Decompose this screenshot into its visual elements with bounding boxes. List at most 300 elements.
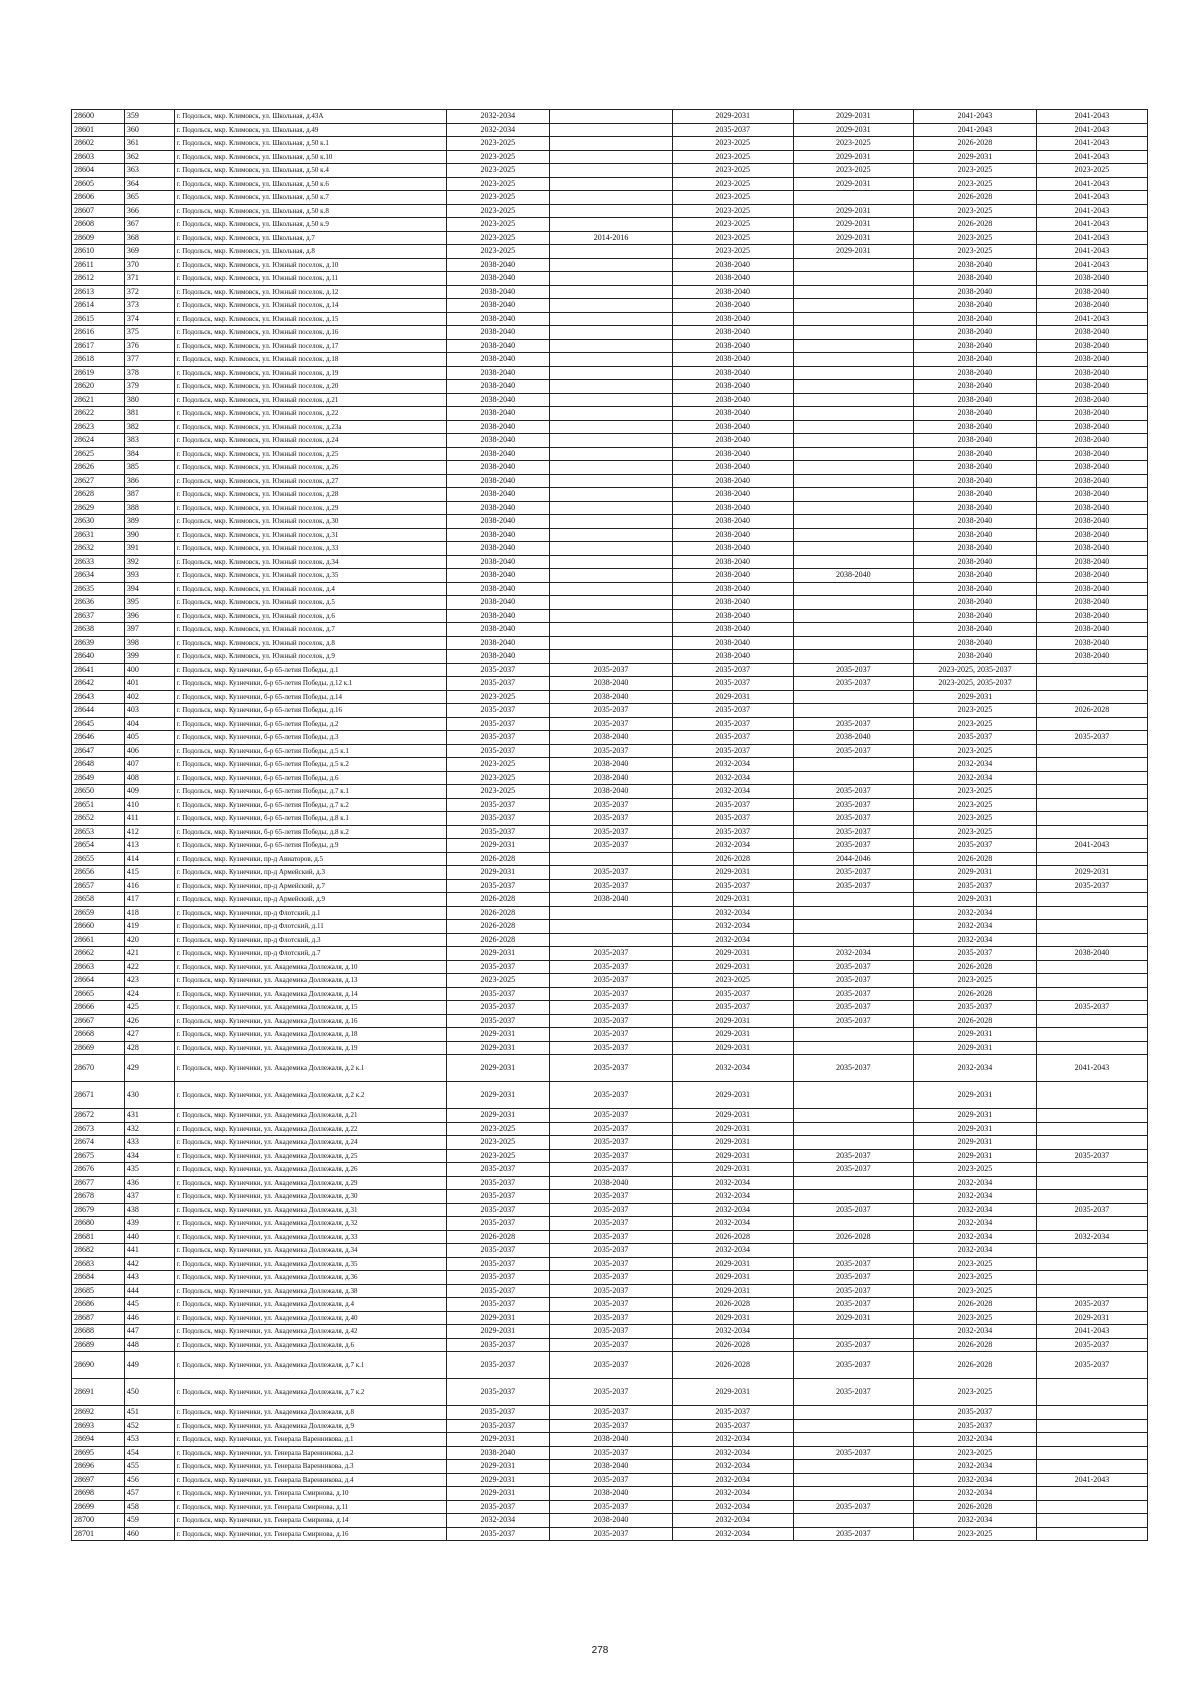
period-cell-4: [793, 312, 914, 326]
period-cell-5: 2035-2037: [914, 879, 1037, 893]
period-cell-5: 2035-2037: [914, 1419, 1037, 1433]
item-number-cell: 410: [124, 798, 174, 812]
period-cell-3: 2032-2034: [672, 1487, 793, 1501]
period-cell-6: [1036, 893, 1147, 907]
address-cell: г. Подольск, мкр. Климовск, ул. Южный поселок, д.29: [174, 501, 446, 515]
period-cell-3: 2038-2040: [672, 569, 793, 583]
item-number-cell: 450: [124, 1379, 174, 1406]
period-cell-5: 2035-2037: [914, 947, 1037, 961]
table-row: [72, 663, 1148, 677]
address-cell: г. Подольск, мкр. Кузнечики, б-р 65-летия Победы, д.5 к.2: [174, 758, 446, 772]
address-cell: г. Подольск, мкр. Кузнечики, б-р 65-летия Победы, д.14: [174, 690, 446, 704]
period-cell-4: [793, 1217, 914, 1231]
period-cell-4: 2035-2037: [793, 1163, 914, 1177]
item-number-cell: 443: [124, 1271, 174, 1285]
period-cell-5: 2038-2040: [914, 285, 1037, 299]
period-cell-2: [550, 137, 673, 151]
period-cell-1: 2032-2034: [446, 1514, 550, 1528]
period-cell-5: 2023-2025: [914, 785, 1037, 799]
address-cell: г. Подольск, мкр. Климовск, ул. Южный поселок, д.28: [174, 488, 446, 502]
row-number-cell: 28683: [72, 1257, 125, 1271]
period-cell-4: [793, 326, 914, 340]
period-cell-2: [550, 110, 673, 124]
period-cell-1: 2032-2034: [446, 110, 550, 124]
address-cell: г. Подольск, мкр. Климовск, ул. Южный поселок, д.25: [174, 447, 446, 461]
period-cell-4: 2035-2037: [793, 717, 914, 731]
period-cell-4: 2035-2037: [793, 1014, 914, 1028]
period-cell-4: [793, 501, 914, 515]
period-cell-1: 2038-2040: [446, 555, 550, 569]
row-number-cell: 28619: [72, 366, 125, 380]
period-cell-2: [550, 933, 673, 947]
period-cell-5: 2032-2034: [914, 933, 1037, 947]
period-cell-3: 2038-2040: [672, 609, 793, 623]
period-cell-6: [1036, 785, 1147, 799]
period-cell-6: [1036, 1082, 1147, 1109]
period-cell-3: 2038-2040: [672, 326, 793, 340]
period-cell-5: 2023-2025: [914, 1527, 1037, 1541]
period-cell-1: 2023-2025: [446, 1149, 550, 1163]
row-number-cell: 28667: [72, 1014, 125, 1028]
period-cell-1: 2029-2031: [446, 839, 550, 853]
period-cell-5: 2032-2034: [914, 1230, 1037, 1244]
item-number-cell: 449: [124, 1352, 174, 1379]
period-cell-2: 2035-2037: [550, 1217, 673, 1231]
period-cell-6: [1036, 1514, 1147, 1528]
period-cell-3: 2032-2034: [672, 933, 793, 947]
address-cell: г. Подольск, мкр. Кузнечики, пр-д Армейский, д.3: [174, 866, 446, 880]
row-number-cell: 28653: [72, 825, 125, 839]
period-cell-5: 2023-2025: [914, 717, 1037, 731]
table-row: [72, 1041, 1148, 1055]
period-cell-1: 2035-2037: [446, 1176, 550, 1190]
row-number-cell: 28691: [72, 1379, 125, 1406]
period-cell-5: 2023-2025: [914, 231, 1037, 245]
period-cell-5: 2023-2025: [914, 204, 1037, 218]
period-cell-2: 2035-2037: [550, 1055, 673, 1082]
period-cell-2: [550, 245, 673, 259]
period-cell-1: 2035-2037: [446, 1338, 550, 1352]
period-cell-4: 2029-2031: [793, 150, 914, 164]
period-cell-4: 2029-2031: [793, 123, 914, 137]
row-number-cell: 28639: [72, 636, 125, 650]
period-cell-2: 2035-2037: [550, 798, 673, 812]
address-cell: г. Подольск, мкр. Кузнечики, ул. Академика Доллежаля, д.13: [174, 974, 446, 988]
period-cell-4: [793, 407, 914, 421]
item-number-cell: 435: [124, 1163, 174, 1177]
row-number-cell: 28677: [72, 1176, 125, 1190]
period-cell-5: 2032-2034: [914, 1487, 1037, 1501]
row-number-cell: 28660: [72, 920, 125, 934]
period-cell-2: 2035-2037: [550, 1082, 673, 1109]
period-cell-5: 2029-2031: [914, 1082, 1037, 1109]
period-cell-4: 2035-2037: [793, 677, 914, 691]
period-cell-3: 2029-2031: [672, 1163, 793, 1177]
address-cell: г. Подольск, мкр. Кузнечики, ул. Академика Доллежаля, д.21: [174, 1109, 446, 1123]
item-number-cell: 422: [124, 960, 174, 974]
period-cell-6: 2041-2043: [1036, 312, 1147, 326]
period-cell-1: 2023-2025: [446, 204, 550, 218]
period-cell-4: [793, 555, 914, 569]
table-row: [72, 1163, 1148, 1177]
period-cell-1: 2035-2037: [446, 677, 550, 691]
period-cell-2: 2038-2040: [550, 758, 673, 772]
period-cell-3: 2032-2034: [672, 1190, 793, 1204]
period-cell-4: [793, 650, 914, 664]
item-number-cell: 442: [124, 1257, 174, 1271]
item-number-cell: 368: [124, 231, 174, 245]
period-cell-2: [550, 623, 673, 637]
period-cell-4: [793, 380, 914, 394]
row-number-cell: 28679: [72, 1203, 125, 1217]
address-cell: г. Подольск, мкр. Кузнечики, ул. Академика Доллежаля, д.32: [174, 1217, 446, 1231]
table-row: [72, 528, 1148, 542]
item-number-cell: 365: [124, 191, 174, 205]
period-cell-4: 2035-2037: [793, 744, 914, 758]
period-cell-6: 2035-2037: [1036, 879, 1147, 893]
period-cell-4: 2029-2031: [793, 245, 914, 259]
period-cell-2: [550, 636, 673, 650]
period-cell-1: 2023-2025: [446, 1136, 550, 1150]
period-cell-4: [793, 582, 914, 596]
row-number-cell: 28626: [72, 461, 125, 475]
address-cell: г. Подольск, мкр. Кузнечики, ул. Академика Доллежаля, д.19: [174, 1041, 446, 1055]
period-cell-2: 2035-2037: [550, 1190, 673, 1204]
period-cell-6: [1036, 1271, 1147, 1285]
period-cell-3: 2032-2034: [672, 1473, 793, 1487]
address-cell: г. Подольск, мкр. Кузнечики, ул. Академика Доллежаля, д.26: [174, 1163, 446, 1177]
period-cell-2: 2035-2037: [550, 1284, 673, 1298]
period-cell-6: 2035-2037: [1036, 731, 1147, 745]
row-number-cell: 28692: [72, 1406, 125, 1420]
period-cell-5: 2032-2034: [914, 1190, 1037, 1204]
period-cell-1: 2035-2037: [446, 1203, 550, 1217]
item-number-cell: 399: [124, 650, 174, 664]
period-cell-6: 2041-2043: [1036, 258, 1147, 272]
table-row: [72, 1514, 1148, 1528]
period-cell-2: [550, 164, 673, 178]
table-row: [72, 1352, 1148, 1379]
period-cell-5: 2026-2028: [914, 1500, 1037, 1514]
table-row: [72, 407, 1148, 421]
row-number-cell: 28647: [72, 744, 125, 758]
period-cell-5: 2023-2025: [914, 245, 1037, 259]
period-cell-6: 2032-2034: [1036, 1230, 1147, 1244]
table-row: [72, 582, 1148, 596]
period-cell-4: [793, 285, 914, 299]
period-cell-4: 2035-2037: [793, 785, 914, 799]
period-cell-5: 2026-2028: [914, 191, 1037, 205]
period-cell-3: 2038-2040: [672, 420, 793, 434]
period-cell-4: [793, 1244, 914, 1258]
period-cell-5: 2038-2040: [914, 258, 1037, 272]
period-cell-2: 2038-2040: [550, 1433, 673, 1447]
period-cell-6: [1036, 1176, 1147, 1190]
period-cell-4: [793, 1460, 914, 1474]
table-row: [72, 731, 1148, 745]
address-cell: г. Подольск, мкр. Климовск, ул. Школьная, д.7: [174, 231, 446, 245]
period-cell-2: [550, 366, 673, 380]
table-row: [72, 434, 1148, 448]
schedule-table-container: [71, 109, 1148, 1541]
period-cell-1: 2035-2037: [446, 1284, 550, 1298]
row-number-cell: 28649: [72, 771, 125, 785]
address-cell: г. Подольск, мкр. Кузнечики, ул. Генерала Варенникова, д.2: [174, 1446, 446, 1460]
table-row: [72, 542, 1148, 556]
item-number-cell: 389: [124, 515, 174, 529]
period-cell-6: 2038-2040: [1036, 555, 1147, 569]
period-cell-6: 2041-2043: [1036, 218, 1147, 232]
row-number-cell: 28642: [72, 677, 125, 691]
address-cell: г. Подольск, мкр. Кузнечики, ул. Академика Доллежаля, д.10: [174, 960, 446, 974]
period-cell-6: 2038-2040: [1036, 650, 1147, 664]
item-number-cell: 390: [124, 528, 174, 542]
period-cell-5: 2023-2025: [914, 974, 1037, 988]
period-cell-5: 2038-2040: [914, 272, 1037, 286]
table-row: [72, 947, 1148, 961]
period-cell-4: [793, 1433, 914, 1447]
period-cell-3: 2038-2040: [672, 596, 793, 610]
period-cell-4: [793, 515, 914, 529]
period-cell-1: 2038-2040: [446, 542, 550, 556]
row-number-cell: 28617: [72, 339, 125, 353]
item-number-cell: 384: [124, 447, 174, 461]
row-number-cell: 28697: [72, 1473, 125, 1487]
table-row: [72, 1176, 1148, 1190]
table-row: [72, 326, 1148, 340]
page-number: 278: [591, 1645, 609, 1656]
period-cell-2: 2035-2037: [550, 1028, 673, 1042]
item-number-cell: 391: [124, 542, 174, 556]
period-cell-5: 2026-2028: [914, 137, 1037, 151]
table-row: [72, 758, 1148, 772]
table-row: [72, 1379, 1148, 1406]
row-number-cell: 28624: [72, 434, 125, 448]
table-row: [72, 204, 1148, 218]
period-cell-1: 2038-2040: [446, 461, 550, 475]
address-cell: г. Подольск, мкр. Кузнечики, б-р 65-летия Победы, д.12 к.1: [174, 677, 446, 691]
row-number-cell: 28661: [72, 933, 125, 947]
period-cell-1: 2035-2037: [446, 744, 550, 758]
period-cell-5: 2023-2025: [914, 1446, 1037, 1460]
period-cell-6: 2038-2040: [1036, 947, 1147, 961]
table-row: [72, 650, 1148, 664]
period-cell-1: 2038-2040: [446, 515, 550, 529]
period-cell-6: 2038-2040: [1036, 515, 1147, 529]
period-cell-2: [550, 474, 673, 488]
period-cell-1: 2038-2040: [446, 650, 550, 664]
period-cell-2: 2038-2040: [550, 1176, 673, 1190]
row-number-cell: 28622: [72, 407, 125, 421]
period-cell-6: [1036, 987, 1147, 1001]
address-cell: г. Подольск, мкр. Кузнечики, ул. Академика Доллежаля, д.36: [174, 1271, 446, 1285]
item-number-cell: 375: [124, 326, 174, 340]
item-number-cell: 378: [124, 366, 174, 380]
period-cell-6: 2038-2040: [1036, 582, 1147, 596]
table-row: [72, 879, 1148, 893]
period-cell-5: 2023-2025: [914, 1284, 1037, 1298]
period-cell-6: 2038-2040: [1036, 366, 1147, 380]
table-row: [72, 704, 1148, 718]
row-number-cell: 28651: [72, 798, 125, 812]
period-cell-5: 2023-2025: [914, 1271, 1037, 1285]
period-cell-6: [1036, 771, 1147, 785]
item-number-cell: 374: [124, 312, 174, 326]
period-cell-5: 2023-2025: [914, 1257, 1037, 1271]
item-number-cell: 387: [124, 488, 174, 502]
address-cell: г. Подольск, мкр. Климовск, ул. Южный поселок, д.15: [174, 312, 446, 326]
period-cell-6: 2038-2040: [1036, 299, 1147, 313]
period-cell-1: 2029-2031: [446, 1325, 550, 1339]
address-cell: г. Подольск, мкр. Климовск, ул. Южный поселок, д.23а: [174, 420, 446, 434]
period-cell-2: 2035-2037: [550, 974, 673, 988]
row-number-cell: 28605: [72, 177, 125, 191]
period-cell-2: 2035-2037: [550, 1311, 673, 1325]
period-cell-3: 2038-2040: [672, 623, 793, 637]
row-number-cell: 28655: [72, 852, 125, 866]
period-cell-1: 2023-2025: [446, 758, 550, 772]
address-cell: г. Подольск, мкр. Климовск, ул. Южный поселок, д.7: [174, 623, 446, 637]
item-number-cell: 420: [124, 933, 174, 947]
table-row: [72, 569, 1148, 583]
period-cell-3: 2023-2025: [672, 204, 793, 218]
item-number-cell: 430: [124, 1082, 174, 1109]
item-number-cell: 408: [124, 771, 174, 785]
table-row: [72, 447, 1148, 461]
period-cell-4: 2035-2037: [793, 879, 914, 893]
period-cell-6: 2041-2043: [1036, 123, 1147, 137]
address-cell: г. Подольск, мкр. Кузнечики, б-р 65-летия Победы, д.8 к.2: [174, 825, 446, 839]
period-cell-4: [793, 447, 914, 461]
period-cell-4: [793, 1419, 914, 1433]
address-cell: г. Подольск, мкр. Кузнечики, ул. Генерала Смирнова, д.11: [174, 1500, 446, 1514]
address-cell: г. Подольск, мкр. Кузнечики, ул. Академика Доллежаля, д.15: [174, 1001, 446, 1015]
period-cell-2: 2038-2040: [550, 893, 673, 907]
address-cell: г. Подольск, мкр. Кузнечики, ул. Академика Доллежаля, д.22: [174, 1122, 446, 1136]
item-number-cell: 398: [124, 636, 174, 650]
table-row: [72, 1055, 1148, 1082]
period-cell-1: 2029-2031: [446, 1311, 550, 1325]
period-cell-5: 2035-2037: [914, 731, 1037, 745]
period-cell-4: [793, 636, 914, 650]
item-number-cell: 452: [124, 1419, 174, 1433]
item-number-cell: 405: [124, 731, 174, 745]
row-number-cell: 28612: [72, 272, 125, 286]
period-cell-2: 2035-2037: [550, 1041, 673, 1055]
period-cell-6: [1036, 717, 1147, 731]
period-cell-1: 2035-2037: [446, 879, 550, 893]
period-cell-5: 2026-2028: [914, 960, 1037, 974]
address-cell: г. Подольск, мкр. Кузнечики, ул. Академика Доллежаля, д.34: [174, 1244, 446, 1258]
table-row: [72, 1473, 1148, 1487]
period-cell-2: 2038-2040: [550, 771, 673, 785]
period-cell-5: 2023-2025: [914, 798, 1037, 812]
period-cell-4: 2035-2037: [793, 1527, 914, 1541]
period-cell-4: [793, 933, 914, 947]
period-cell-2: [550, 123, 673, 137]
address-cell: г. Подольск, мкр. Кузнечики, ул. Академика Доллежаля, д.38: [174, 1284, 446, 1298]
period-cell-4: [793, 528, 914, 542]
row-number-cell: 28650: [72, 785, 125, 799]
table-row: [72, 744, 1148, 758]
address-cell: г. Подольск, мкр. Кузнечики, ул. Генерала Варенникова, д.3: [174, 1460, 446, 1474]
period-cell-4: [793, 1514, 914, 1528]
period-cell-4: [793, 609, 914, 623]
period-cell-2: [550, 380, 673, 394]
period-cell-6: 2038-2040: [1036, 474, 1147, 488]
period-cell-2: 2035-2037: [550, 1271, 673, 1285]
table-row: [72, 717, 1148, 731]
item-number-cell: 460: [124, 1527, 174, 1541]
item-number-cell: 406: [124, 744, 174, 758]
period-cell-3: 2038-2040: [672, 501, 793, 515]
table-row: [72, 825, 1148, 839]
address-cell: г. Подольск, мкр. Кузнечики, ул. Генерала Варенникова, д.1: [174, 1433, 446, 1447]
period-cell-4: 2035-2037: [793, 866, 914, 880]
row-number-cell: 28698: [72, 1487, 125, 1501]
period-cell-1: 2029-2031: [446, 1473, 550, 1487]
period-cell-1: 2035-2037: [446, 1014, 550, 1028]
table-row: [72, 299, 1148, 313]
period-cell-3: 2035-2037: [672, 1001, 793, 1015]
period-cell-4: 2035-2037: [793, 798, 914, 812]
period-cell-1: 2035-2037: [446, 960, 550, 974]
period-cell-5: 2023-2025: [914, 1311, 1037, 1325]
row-number-cell: 28632: [72, 542, 125, 556]
period-cell-2: 2035-2037: [550, 1244, 673, 1258]
address-cell: г. Подольск, мкр. Климовск, ул. Южный поселок, д.18: [174, 353, 446, 367]
period-cell-5: 2023-2025: [914, 825, 1037, 839]
period-cell-4: 2029-2031: [793, 177, 914, 191]
table-row: [72, 636, 1148, 650]
period-cell-5: 2032-2034: [914, 906, 1037, 920]
table-row: [72, 1311, 1148, 1325]
period-cell-1: 2035-2037: [446, 1500, 550, 1514]
row-number-cell: 28645: [72, 717, 125, 731]
period-cell-5: 2038-2040: [914, 353, 1037, 367]
period-cell-5: 2038-2040: [914, 461, 1037, 475]
table-row: [72, 1028, 1148, 1042]
period-cell-2: [550, 258, 673, 272]
period-cell-2: [550, 393, 673, 407]
item-number-cell: 386: [124, 474, 174, 488]
item-number-cell: 412: [124, 825, 174, 839]
period-cell-3: 2023-2025: [672, 218, 793, 232]
period-cell-3: 2038-2040: [672, 366, 793, 380]
period-cell-6: [1036, 1284, 1147, 1298]
row-number-cell: 28662: [72, 947, 125, 961]
item-number-cell: 419: [124, 920, 174, 934]
row-number-cell: 28693: [72, 1419, 125, 1433]
period-cell-6: 2041-2043: [1036, 839, 1147, 853]
row-number-cell: 28611: [72, 258, 125, 272]
address-cell: г. Подольск, мкр. Климовск, ул. Школьная, д.50 к.7: [174, 191, 446, 205]
address-cell: г. Подольск, мкр. Климовск, ул. Школьная, д.49: [174, 123, 446, 137]
table-row: [72, 690, 1148, 704]
address-cell: г. Подольск, мкр. Климовск, ул. Южный поселок, д.33: [174, 542, 446, 556]
row-number-cell: 28657: [72, 879, 125, 893]
period-cell-4: [793, 258, 914, 272]
period-cell-1: 2038-2040: [446, 596, 550, 610]
period-cell-3: 2038-2040: [672, 339, 793, 353]
period-cell-3: 2032-2034: [672, 785, 793, 799]
table-row: [72, 339, 1148, 353]
period-cell-1: 2035-2037: [446, 1163, 550, 1177]
address-cell: г. Подольск, мкр. Кузнечики, ул. Академика Доллежаля, д.2 к.1: [174, 1055, 446, 1082]
item-number-cell: 402: [124, 690, 174, 704]
period-cell-6: 2038-2040: [1036, 407, 1147, 421]
table-row: [72, 461, 1148, 475]
